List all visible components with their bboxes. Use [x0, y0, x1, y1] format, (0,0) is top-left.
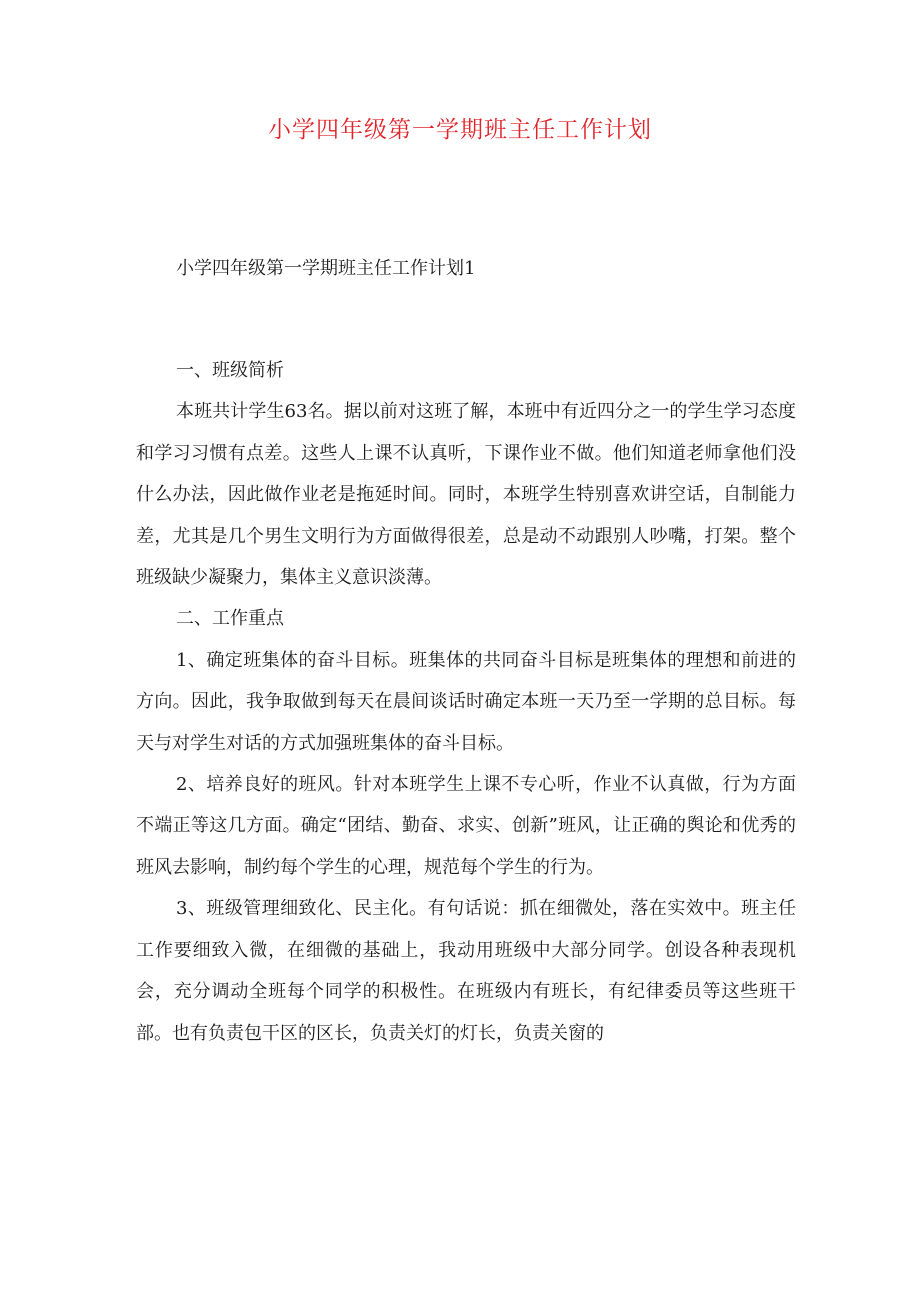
document-body: [136, 350, 796, 1054]
paragraph-class-style: 2、培养良好的班风。针对本班学生上课不专心听，作业不认真做，行为方面不端正等这几方面。确定“团结、勤奋、求实、创新”班风，让正确的舆论和优秀的班风去影响，制约每个学生的心理，规范每个学生的行为。: [136, 774, 796, 878]
paragraph-management: 3、班级管理细致化、民主化。有句话说：抓在细微处，落在实效中。班主任工作要细致入微，在细微的基础上，我动用班级中大部分同学。创设各种表现机会，充分调动全班每个同学的积极性。在班级内有班长，有纪律委员等这些班干部。也有负责包干区的区长，负责关灯的灯长，负责关窗的: [136, 898, 796, 1044]
section-heading-class-analysis: 一、班级简析: [176, 360, 284, 381]
paragraph-goal: 1、确定班集体的奋斗目标。班集体的共同奋斗目标是班集体的理想和前进的方向。因此，我争取做到每天在晨间谈话时确定本班一天乃至一学期的总目标。每天与对学生对话的方式加强班集体的奋斗目标。: [136, 649, 796, 754]
section-heading-work-focus: 二、工作重点: [176, 608, 284, 630]
paragraph-class-analysis: 本班共计学生63名。据以前对这班了解，本班中有近四分之一的学生学习态度和学习习惯有点差。这些人上课不认真听，下课作业不做。他们知道老师拿他们没什么办法，因此做作业老是拖延时间。同时，本班学生特别喜欢讲空话，自制能力差，尤其是几个男生文明行为方面做得很差，总是动不动跟别人吵嘴，打架。整个班级缺少凝聚力，集体主义意识淡薄。: [136, 401, 796, 589]
document-subtitle: 小学四年级第一学期班主任工作计划1: [176, 258, 476, 279]
document-title: 小学四年级第一学期班主任工作计划: [268, 117, 652, 143]
